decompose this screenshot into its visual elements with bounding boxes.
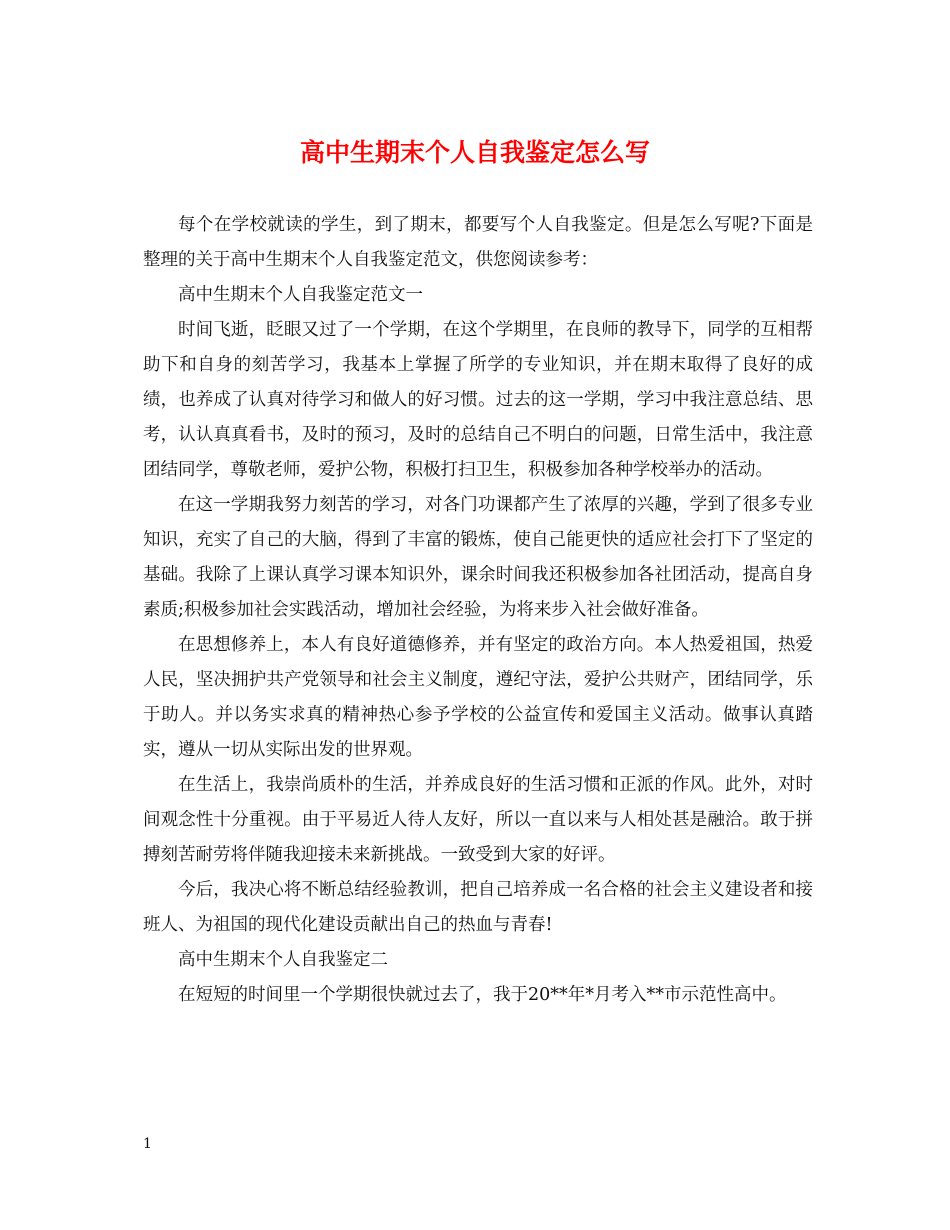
body-paragraph: 时间飞逝，眨眼又过了一个学期，在这个学期里，在良师的教导下，同学的互相帮助下和自身的刻苦学习，我基本上掌握了所学的专业知识，并在期末取得了良好的成绩，也养成了认真对待学习和做人的好习惯。过去的这一学期，学习中我注意总结、思考，认认真真看书，及时的预习，及时的总结自己不明白的问题，日常生活中，我注意团结同学，尊敬老师，爱护公物，积极打扫卫生，积极参加各种学校举办的活动。 bbox=[143, 320, 813, 480]
body-paragraph: 在这一学期我努力刻苦的学习，对各门功课都产生了浓厚的兴趣，学到了很多专业知识，充实了自己的大脑，得到了丰富的锻炼，使自己能更快的适应社会打下了坚定的基础。我除了上课认真学习课本知识外，课余时间我还积极参加各社团活动，提高自身素质;积极参加社会实践活动，增加社会经验，为将来步入社会做好准备。 bbox=[143, 495, 813, 620]
document-title: 高中生期末个人自我鉴定怎么写 bbox=[299, 138, 650, 167]
intro-paragraph: 每个在学校就读的学生，到了期末，都要写个人自我鉴定。但是怎么写呢?下面是整理的关于高中生期末个人自我鉴定范文，供您阅读参考： bbox=[143, 215, 813, 270]
body-paragraph: 在生活上，我崇尚质朴的生活，并养成良好的生活习惯和正派的作风。此外，对时间观念性十分重视。由于平易近人待人友好，所以一直以来与人相处甚是融洽。敢于拼搏刻苦耐劳将伴随我迎接未来新挑战。一致受到大家的好评。 bbox=[143, 775, 813, 865]
page-number: 1 bbox=[143, 1136, 152, 1152]
body-paragraph: 在思想修养上，本人有良好道德修养，并有坚定的政治方向。本人热爱祖国，热爱人民，坚决拥护共产党领导和社会主义制度，遵纪守法，爱护公共财产，团结同学，乐于助人。并以务实求真的精神热心参予学校的公益宣传和爱国主义活动。做事认真踏实，遵从一切从实际出发的世界观。 bbox=[143, 635, 813, 760]
section-heading-2: 高中生期末个人自我鉴定二 bbox=[178, 950, 388, 970]
document-body bbox=[143, 208, 813, 1013]
body-paragraph: 今后，我决心将不断总结经验教训，把自己培养成一名合格的社会主义建设者和接班人、为祖国的现代化建设贡献出自己的热血与青春! bbox=[143, 880, 813, 935]
section-heading-1: 高中生期末个人自我鉴定范文一 bbox=[178, 285, 423, 305]
body-paragraph: 在短短的时间里一个学期很快就过去了，我于20**年*月考入**市示范性高中。 bbox=[178, 985, 787, 1005]
